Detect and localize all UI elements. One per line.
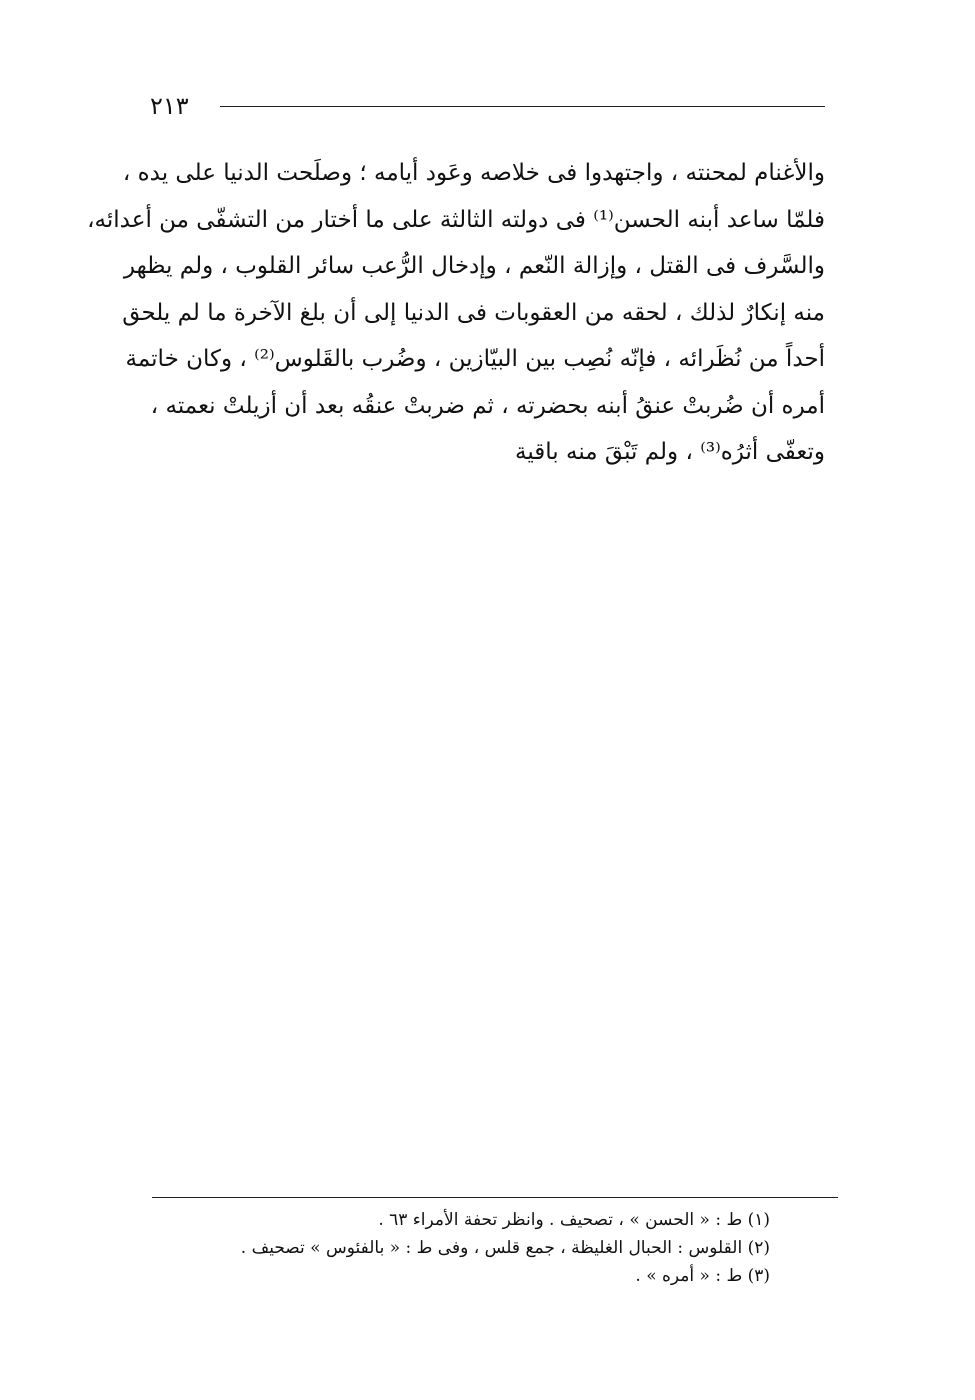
page-number: ٢١٣ — [150, 92, 189, 120]
text-line: والأغنام لمحنته ، واجتهدوا فى خلاصه وعَود أيامه ؛ وصلَحت الدنيا على يده ، — [122, 160, 825, 186]
footnotes — [230, 1206, 770, 1290]
text-line: وتعفّى أثرُه⁽³⁾ ، ولم تَبْقَ منه باقية — [515, 439, 825, 465]
main-text — [87, 150, 825, 476]
text-line: فلمّا ساعد أبنه الحسن⁽¹⁾ فى دولته الثالثة على ما أختار من التشفّى من أعدائه، — [87, 206, 825, 233]
header-rule — [220, 106, 825, 107]
page-header — [150, 86, 825, 126]
text-line: والسَّرف فى القتل ، وإزالة النّعم ، وإدخال الرُّعب سائر القلوب ، ولم يظهر — [123, 253, 825, 279]
footnote-3: (٣) ط : « أمره » . — [635, 1266, 770, 1286]
footnote-2: (٢) القلوس : الحبال الغليظة ، جمع قلس ، وفى ط : « بالفئوس » تصحيف . — [240, 1238, 770, 1258]
text-line: أمره أن ضُربتْ عنقُ أبنه بحضرته ، ثم ضربتْ عنقُه بعد أن أزيلتْ نعمته ، — [150, 392, 825, 419]
text-line: منه إنكارٌ لذلك ، لحقه من العقوبات فى الدنيا إلى أن بلغ الآخرة ما لم يلحق — [122, 299, 825, 326]
footnote-1: (١) ط : « الحسن » ، تصحيف . وانظر تحفة الأمراء ٦٣ . — [378, 1210, 770, 1230]
text-line: أحداً من نُظَرائه ، فإنّه نُصِب بين البيّازين ، وضُرب بالقَلوس⁽²⁾ ، وكان خاتمة — [125, 346, 825, 372]
footnote-separator — [152, 1197, 838, 1198]
